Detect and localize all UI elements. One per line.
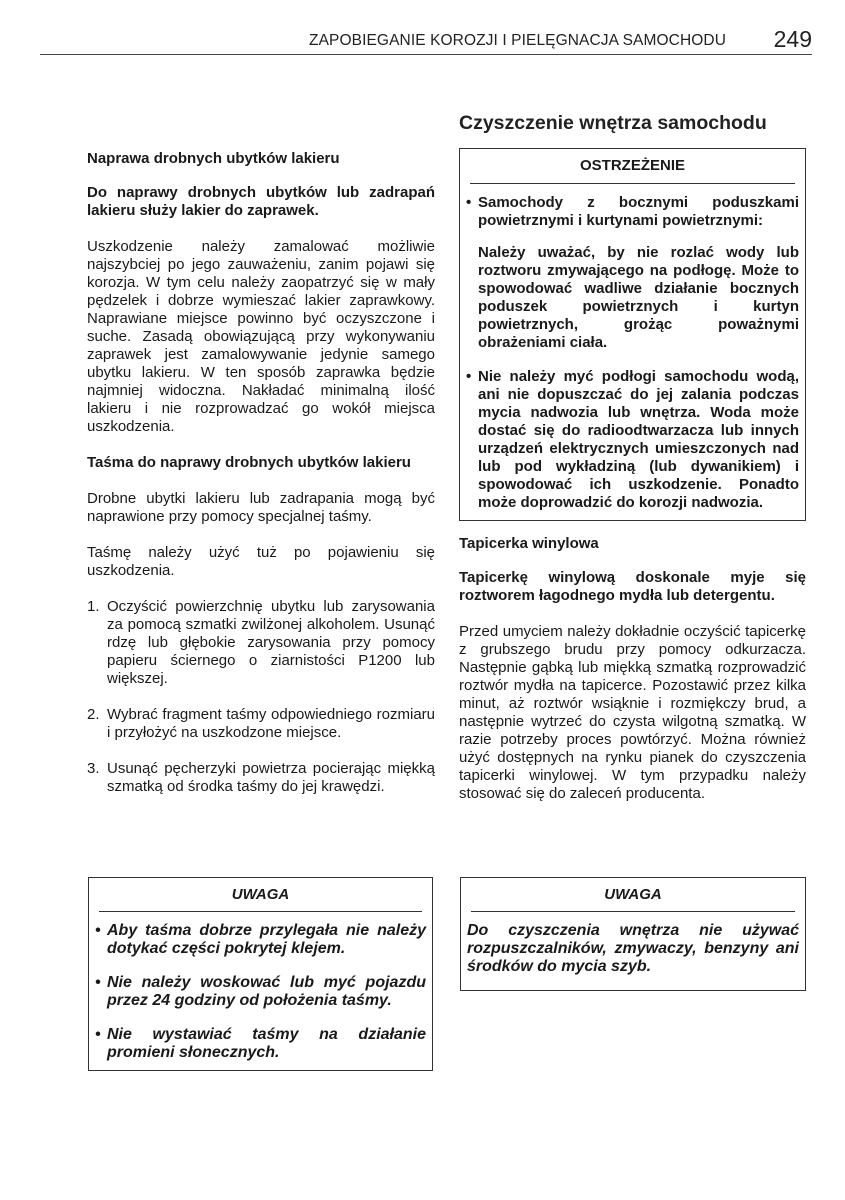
step-text: Wybrać fragment taśmy odpowiedniego rozmiaru i przyłożyć na uszkodzone miejsce. [107, 706, 435, 741]
list-item [87, 706, 435, 742]
note-title: UWAGA [604, 886, 662, 903]
running-header-title: ZAPOBIEGANIE KOROZJI I PIELĘGNACJA SAMOCHODU [309, 32, 726, 49]
vinyl-paragraph: Przed umyciem należy dokładnie oczyścić tapicerkę z grubszego brudu przy pomocy odkurzacza. Następnie gąbką lub miękką szmatką rozprowadzić roztwór mydła na tapicerce. Pozostawić przez kilka minut, aż roztwór wsiąknie i rozmiękczy brud, a następnie wytrzeć do czysta wilgotną szmatką. W razie potrzeby proces powtórzyć. Można również użyć dostępnych na rynku pianek do czyszczenia tapicerki winylowej. W tym przypadku należy stosować się do zaleceń producenta. [459, 623, 806, 802]
page-number: 249 [773, 26, 812, 52]
note-item: • Aby taśma dobrze przylegała nie należy dotykać części pokrytej klejem. [95, 922, 426, 957]
bullet-icon: • [466, 368, 472, 385]
left-column [87, 150, 435, 814]
warning-item: • Samochody z bocznymi poduszkami powietrznymi i kurtynami powietrznymi: [466, 194, 799, 229]
header-divider [40, 54, 812, 55]
warning-item-detail: Należy uważać, by nie rozlać wody lub roztworu zmywającego na podłogę. Może to spowodować wadliwe działanie bocznych poduszek powietrznych i kurtyn powietrznych, grożąc poważnymi obrażeniami ciała. [478, 244, 799, 351]
right-column [459, 112, 806, 803]
bullet-icon: • [466, 194, 472, 211]
warning-box [459, 148, 806, 521]
section-title-interior-cleaning: Czyszczenie wnętrza samochodu [459, 112, 767, 134]
note-divider [471, 911, 795, 912]
step-number: 3. [87, 760, 100, 777]
note-divider [99, 911, 422, 912]
repair-tape-paragraph: Drobne ubytki lakieru lub zadrapania mogą być naprawione przy pomocy specjalnej taśmy. [87, 490, 435, 525]
note-item: • Nie wystawiać taśmy na działanie promieni słonecznych. [95, 1026, 426, 1061]
list-item [87, 760, 435, 796]
warning-item: • Nie należy myć podłogi samochodu wodą, ani nie dopuszczać do jej zalania podczas mycia nadwozia lub wnętrza. Woda może dostać się do radioodtwarzacza lub innych urządzeń elektrycznych umieszczonych nad lub pod wykładziną (lub dywanikiem) i spowodować ich uszkodzenie. Ponadto może doprowadzić do korozji nadwozia. [466, 368, 799, 511]
repair-tape-timing-paragraph: Taśmę należy użyć tuż po pojawieniu się uszkodzenia. [87, 544, 435, 579]
note-box-tape [88, 877, 433, 1071]
heading-repair-tape: Taśma do naprawy drobnych ubytków lakieru [87, 454, 411, 471]
step-text: Oczyścić powierzchnię ubytku lub zarysowania za pomocą szmatki zwilżonej alkoholem. Usunąć rdzę lub głębokie zarysowania przy pomocy papieru ściernego o ziarnistości P1200 lub większej. [107, 598, 435, 687]
heading-vinyl-upholstery: Tapicerka winylowa [459, 535, 599, 552]
paint-repair-paragraph: Uszkodzenie należy zamalować możliwie najszybciej po jego zauważeniu, zanim pojawi się korozja. W tym celu należy zaopatrzyć się w mały pędzelek i dobrze wymieszać lakier zaprawkowy. Naprawiane miejsce powinno być oczyszczone i suche. Zasadą obowiązującą przy wykonywaniu zaprawek jest zamalowywanie jedynie samego ubytku lakieru. W ten sposób zaprawka będzie najmniej widoczna. Nakładać minimalną ilość lakieru i nie rozprowadzać go wokół miejsca uszkodzenia. [87, 238, 435, 435]
warning-title: OSTRZEŻENIE [579, 157, 685, 174]
bullet-icon: • [95, 1026, 101, 1043]
repair-steps-list [87, 598, 435, 796]
bullet-icon: • [95, 922, 101, 939]
step-number: 2. [87, 706, 100, 723]
note-title: UWAGA [231, 886, 290, 903]
note-text: Do czyszczenia wnętrza nie używać rozpuszczalników, zmywaczy, benzyny ani środków do mycia szyb. [467, 922, 799, 975]
vinyl-intro: Tapicerkę winylową doskonale myje się roztworem łagodnego mydła lub detergentu. [459, 569, 806, 604]
step-text: Usunąć pęcherzyki powietrza pocierając miękką szmatką od środka taśmy do jej krawędzi. [107, 760, 435, 795]
bullet-icon: • [95, 974, 101, 991]
heading-paint-repair: Naprawa drobnych ubytków lakieru [87, 150, 340, 167]
list-item [87, 598, 435, 688]
page-header [40, 26, 812, 56]
step-number: 1. [87, 598, 100, 615]
note-item: • Nie należy woskować lub myć pojazdu przez 24 godziny od położenia taśmy. [95, 974, 426, 1009]
note-box-interior [460, 877, 806, 991]
warning-divider [470, 183, 795, 184]
paint-repair-intro: Do naprawy drobnych ubytków lub zadrapań lakieru służy lakier do zaprawek. [87, 184, 435, 219]
